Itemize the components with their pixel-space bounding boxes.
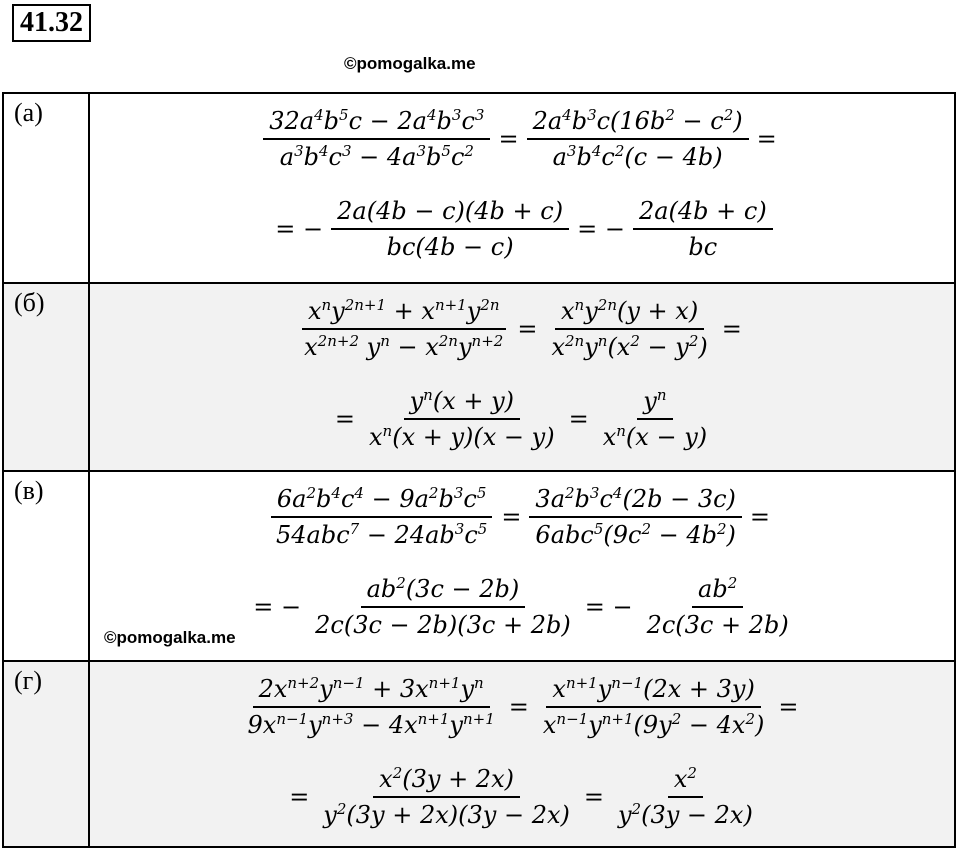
fraction: $\frac{y^n}{x^n(x - y)}$ bbox=[602, 386, 708, 451]
part-label: (г) bbox=[3, 661, 89, 847]
fraction: $\frac{x^ny^{2n+1} + x^{n+1}y^{2n}}{x^{2n+2} y^n - x^{2n}y^{n+2}}$ bbox=[298, 294, 509, 364]
fraction: $\frac{32a^4b^5c - 2a^4b^3c^3}{a^3b^4c^3 - 4a^3b^5c^2}$ bbox=[263, 104, 490, 174]
equation-line: = − $\frac{2a(4b - c)(4b + c)}{bc(4b - c)}$ = − $\frac{2a(4b + c)}{bc}$ bbox=[90, 184, 954, 274]
problem-number: 41.32 bbox=[12, 4, 91, 42]
solution-cell bbox=[89, 93, 955, 283]
solution-table bbox=[2, 92, 956, 848]
equation-line: = $\frac{y^n(x + y)}{x^n(x + y)(x - y)}$ = $\frac{y^n}{x^n(x - y)}$ bbox=[90, 374, 954, 464]
fraction: $\frac{y^n(x + y)}{x^n(x + y)(x - y)}$ bbox=[369, 386, 555, 451]
solution-cell bbox=[89, 283, 955, 471]
solution-row-g bbox=[3, 661, 955, 847]
fraction: $\frac{x^ny^{2n}(y + x)}{x^{2n}y^n(x^2 - y^2)}$ bbox=[551, 296, 708, 361]
watermark: ©pomogalka.me bbox=[104, 628, 236, 647]
solution-row-a bbox=[3, 93, 955, 283]
fraction: $\frac{6a^2b^4c^4 - 9a^2b^3c^5}{54abc^7 - 24ab^3c^5}$ bbox=[270, 482, 493, 552]
equation-line: = − $\frac{ab^2(3c - 2b)}{2c(3c - 2b)(3c + 2b)}$ = − $\frac{ab^2}{2c(3c + 2b)}$ bbox=[90, 562, 954, 652]
fraction: $\frac{x^{n+1}y^{n-1}(2x + 3y)}{x^{n-1}y^{n+1}(9y^2 - 4x^2)}$ bbox=[542, 674, 765, 739]
solution-row-b bbox=[3, 283, 955, 471]
equation-line: $\frac{2x^{n+2}y^{n-1} + 3x^{n+1}y^n}{9x^{n-1}y^{n+3} - 4x^{n+1}y^{n+1}}$ = $\frac{x^{n+1}y^{n-1}(2x + 3y)}{x^{n-1}y^{n+1}(9y^2 - 4x^2)}$ = bbox=[90, 662, 954, 752]
part-label: (б) bbox=[3, 283, 89, 471]
fraction: $\frac{2a^4b^3c(16b^2 - c^2)}{a^3b^4c^2(c - 4b)}$ bbox=[527, 104, 749, 174]
fraction: $\frac{2x^{n+2}y^{n-1} + 3x^{n+1}y^n}{9x^{n-1}y^{n+3} - 4x^{n+1}y^{n+1}}$ bbox=[247, 674, 495, 739]
fraction: $\frac{ab^2(3c - 2b)}{2c(3c - 2b)(3c + 2b)}$ bbox=[315, 574, 571, 639]
fraction: $\frac{2a(4b + c)}{bc}$ bbox=[633, 194, 773, 264]
fraction: $\frac{x^2(3y + 2x)}{y^2(3y + 2x)(3y - 2x)}$ bbox=[323, 764, 570, 829]
fraction: $\frac{3a^2b^3c^4(2b - 3c)}{6abc^5(9c^2 - 4b^2)}$ bbox=[529, 482, 741, 552]
equation-line: = $\frac{x^2(3y + 2x)}{y^2(3y + 2x)(3y - 2x)}$ = $\frac{x^2}{y^2(3y - 2x)}$ bbox=[90, 752, 954, 842]
solution-cell bbox=[89, 661, 955, 847]
equation-line: $\frac{x^ny^{2n+1} + x^{n+1}y^{2n}}{x^{2n+2} y^n - x^{2n}y^{n+2}}$ = $\frac{x^ny^{2n}(y + x)}{x^{2n}y^n(x^2 - y^2)}$ = bbox=[90, 284, 954, 374]
fraction: $\frac{x^2}{y^2(3y - 2x)}$ bbox=[617, 764, 753, 829]
fraction: $\frac{ab^2}{2c(3c + 2b)}$ bbox=[646, 574, 789, 639]
watermark: ©pomogalka.me bbox=[344, 54, 476, 73]
fraction: $\frac{2a(4b - c)(4b + c)}{bc(4b - c)}$ bbox=[331, 194, 569, 264]
part-label: (а) bbox=[3, 93, 89, 283]
part-label: (в) bbox=[3, 471, 89, 661]
equation-line: $\frac{32a^4b^5c - 2a^4b^3c^3}{a^3b^4c^3 - 4a^3b^5c^2}$ = $\frac{2a^4b^3c(16b^2 - c^2)}{a^3b^4c^2(c - 4b)}$ = bbox=[90, 94, 954, 184]
equation-line: $\frac{6a^2b^4c^4 - 9a^2b^3c^5}{54abc^7 - 24ab^3c^5}$ = $\frac{3a^2b^3c^4(2b - 3c)}{6abc^5(9c^2 - 4b^2)}$ = bbox=[90, 472, 954, 562]
